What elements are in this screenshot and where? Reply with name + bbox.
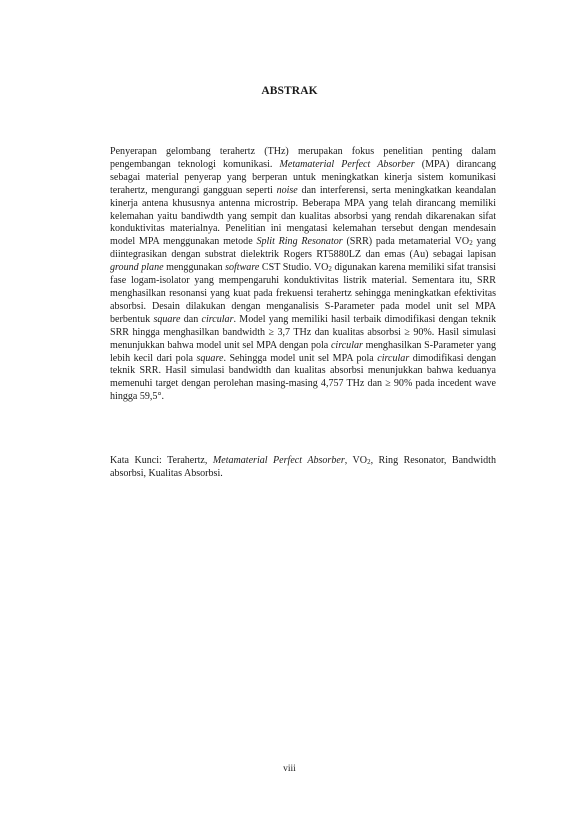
italic-term: square (196, 352, 224, 364)
italic-term: square (153, 313, 181, 325)
italic-term: Metamaterial Perfect Absorber (212, 455, 345, 466)
subscript-text: 2 (328, 265, 332, 274)
page-title: ABSTRAK (261, 85, 318, 97)
text-run: yang diintegrasikan dengan substrat dielektrik Rogers RT5880LZ dan emas (Au) sebagai lapisan (110, 236, 497, 261)
text-run: dimodifikasi dengan teknik SRR. Hasil simulasi bandwidth dan kualitas absorbsi menunjukkan bahwa keduanya memenuhi target dengan perolehan masing-masing 4,757 THz dan ≥ 90% pada incedent wave hingga 59,5°. (110, 352, 497, 403)
italic-term: circular (201, 313, 234, 325)
text-run: dan (180, 313, 202, 325)
italic-term: circular (377, 352, 410, 364)
text-run: Penyerapan gelombang terahertz (THz) merupakan fokus penelitian penting dalam pengembangan teknologi komunikasi. (110, 146, 496, 170)
text-run: . Sehingga model unit sel MPA pola (223, 352, 378, 364)
italic-term: noise (276, 184, 298, 196)
text-run: . Model yang memiliki hasil terbaik dimodifikasi dengan teknik SRR hingga menghasilkan bandwidth ≥ 3,7 THz dan kualitas absorbsi ≥ 90%. Hasil simulasi menunjukkan bahwa model unit sel MPA dengan pola (110, 313, 497, 351)
subscript-text: 2 (469, 239, 473, 248)
keywords-paragraph (110, 455, 496, 481)
text-run: (MPA) dirancang sebagai material penyerap yang berperan untuk meningkatkan kinerja sistem komunikasi terahertz, mengurangi gangguan seperti (110, 158, 497, 196)
subscript-text: 2 (367, 458, 371, 466)
text-run: menghasilkan S-Parameter yang lebih kecil dari pola (110, 339, 496, 364)
abstract-paragraph (110, 146, 496, 404)
page-number: viii (283, 764, 296, 774)
italic-term: circular (330, 339, 363, 351)
italic-term: Metamaterial Perfect Absorber (279, 158, 415, 170)
italic-term: Split Ring Resonator (256, 236, 343, 248)
text-run: digunakan karena memiliki sifat transisi fase logam-isolator yang mempengaruhi konduktivitas listrik material. Sementara itu, SRR menghasilkan resonansi yang kuat pada frekuensi terahertz sehingga meningkatkan efektivitas absorbsi. Desain dilakukan dengan menganalisis S-Parameter pada model unit sel MPA berbentuk (110, 262, 496, 325)
text-run: Kata Kunci: Terahertz, (110, 455, 213, 466)
italic-term: ground plane (110, 262, 164, 274)
text-run: CST Studio. VO (259, 262, 329, 274)
text-run: (SRR) pada metamaterial VO (342, 236, 470, 248)
text-run: , Ring Resonator, Bandwidth absorbsi, Kualitas Absorbsi. (110, 455, 496, 479)
text-run: dan interferensi, serta meningkatkan keandalan kinerja antena khususnya antenna microstrip. Beberapa MPA yang telah dirancang memiliki kelemahan yaitu bandiwdth yang sempit dan kualitas absorbsi yang rendah dikarenakan sifat konduktivitas materialnya. Penelitian ini mengatasi kelemahan tersebut dengan mendesain model MPA menggunakan metode (110, 184, 496, 248)
text-run: menggunakan (163, 262, 226, 274)
italic-term: software (225, 262, 260, 274)
text-run: , VO (344, 455, 368, 466)
